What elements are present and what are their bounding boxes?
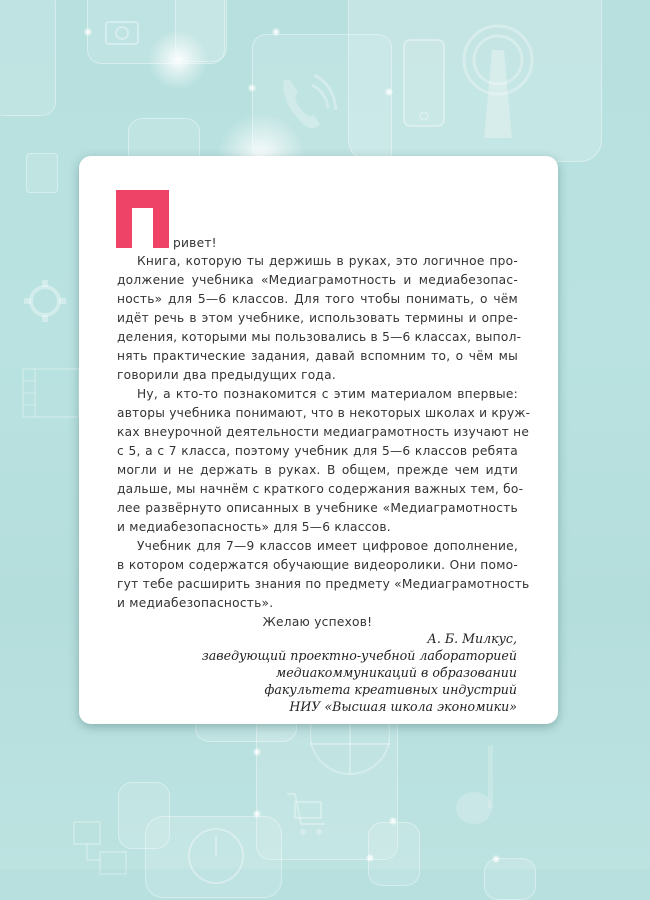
signature-title-line: факультета креативных индустрий (264, 682, 517, 697)
broadcast-tower-icon (458, 10, 538, 140)
bg-tile (368, 822, 420, 886)
light-spark (366, 854, 374, 862)
bg-tile (0, 0, 56, 116)
light-spark (253, 810, 261, 818)
paragraph-1-line: должение учебника «Медиаграмотность и медиабезопас- (117, 273, 518, 287)
paragraph-2-line: дальше, мы начнём с краткого содержания важных тем, бо- (117, 482, 524, 496)
paragraph-3-line: и медиабезопасность». (117, 596, 274, 610)
bg-tile (118, 782, 170, 849)
letter-card (79, 156, 558, 724)
shopping-cart-icon (285, 790, 330, 840)
signature-title-line: заведующий проектно-учебной лабораторией (201, 648, 517, 663)
network-computers-icon (72, 820, 132, 880)
bg-tile (484, 858, 536, 900)
smartphone-icon (402, 38, 446, 130)
paragraph-1-line: деления, которыми мы пользовались в 5—6 классах, выпол- (117, 330, 522, 344)
light-spark (492, 855, 500, 863)
signature-title-line: НИУ «Высшая школа экономики» (289, 699, 517, 714)
paragraph-2-line: лее развёрнуто описанных в учебнике «Медиаграмотность (117, 501, 518, 515)
paragraph-2-line: авторы учебника понимают, что в некоторых школах и круж- (117, 406, 531, 420)
music-note-icon (450, 740, 520, 830)
bg-tile (348, 0, 602, 162)
light-glow (148, 30, 208, 90)
phone-icon (274, 60, 344, 140)
clock-icon (186, 826, 246, 886)
globe-icon (310, 724, 390, 784)
paragraph-1-line: идёт речь в этом учебнике, использовать термины и опре- (117, 311, 518, 325)
paragraph-3-line: Учебник для 7—9 классов имеет цифровое дополнение, (137, 539, 518, 553)
film-strip-icon (22, 368, 80, 418)
light-spark (389, 817, 397, 825)
light-spark (272, 28, 280, 36)
paragraph-2-line: и медиабезопасность» для 5—6 классов. (117, 520, 391, 534)
paragraph-3-line: гут тебе расширить знания по предмету «Медиаграмотность (117, 577, 530, 591)
paragraph-1-line: Книга, которую ты держишь в руках, это логичное про- (137, 254, 518, 268)
bg-tile (175, 0, 227, 62)
greeting-text: ривет! (173, 236, 217, 250)
light-spark (248, 84, 256, 92)
bg-tile (26, 153, 58, 193)
paragraph-1-line: нять практические задания, давай вспомним то, о чём мы (117, 349, 518, 363)
bg-tile (87, 0, 225, 64)
paragraph-1-line: ность» для 5—6 классов. Для того чтобы понимать, о чём (117, 292, 518, 306)
signature-name: А. Б. Милкус, (427, 631, 517, 646)
light-spark (385, 88, 393, 96)
signature-title-line: медиакоммуникаций в образовании (275, 665, 517, 680)
camera-icon (104, 16, 140, 46)
paragraph-2-line: с 5, а с 7 класса, поэтому учебник для 5—6 классов ребята (117, 444, 518, 458)
bg-tile (256, 700, 398, 860)
paragraph-3-line: в котором содержатся обучающие видеоролики. Они помо- (117, 558, 518, 572)
light-spark (84, 28, 92, 36)
dropcap-letter-p (116, 190, 169, 248)
paragraph-2-line: Ну, а кто-то познакомится с этим материалом впервые: (137, 387, 518, 401)
gear-icon (22, 278, 68, 324)
paragraph-2-line: ках внеурочной деятельности медиаграмотность изучают не (117, 425, 530, 439)
dropcap-inner-gap (132, 208, 153, 248)
paragraph-2-line: могли и не держать в руках. В общем, прежде чем идти (117, 463, 518, 477)
light-spark (253, 748, 261, 756)
bg-tile (145, 816, 282, 898)
paragraph-1-line: говорили два предыдущих года. (117, 368, 336, 382)
closing-text: Желаю успехов! (262, 615, 373, 629)
